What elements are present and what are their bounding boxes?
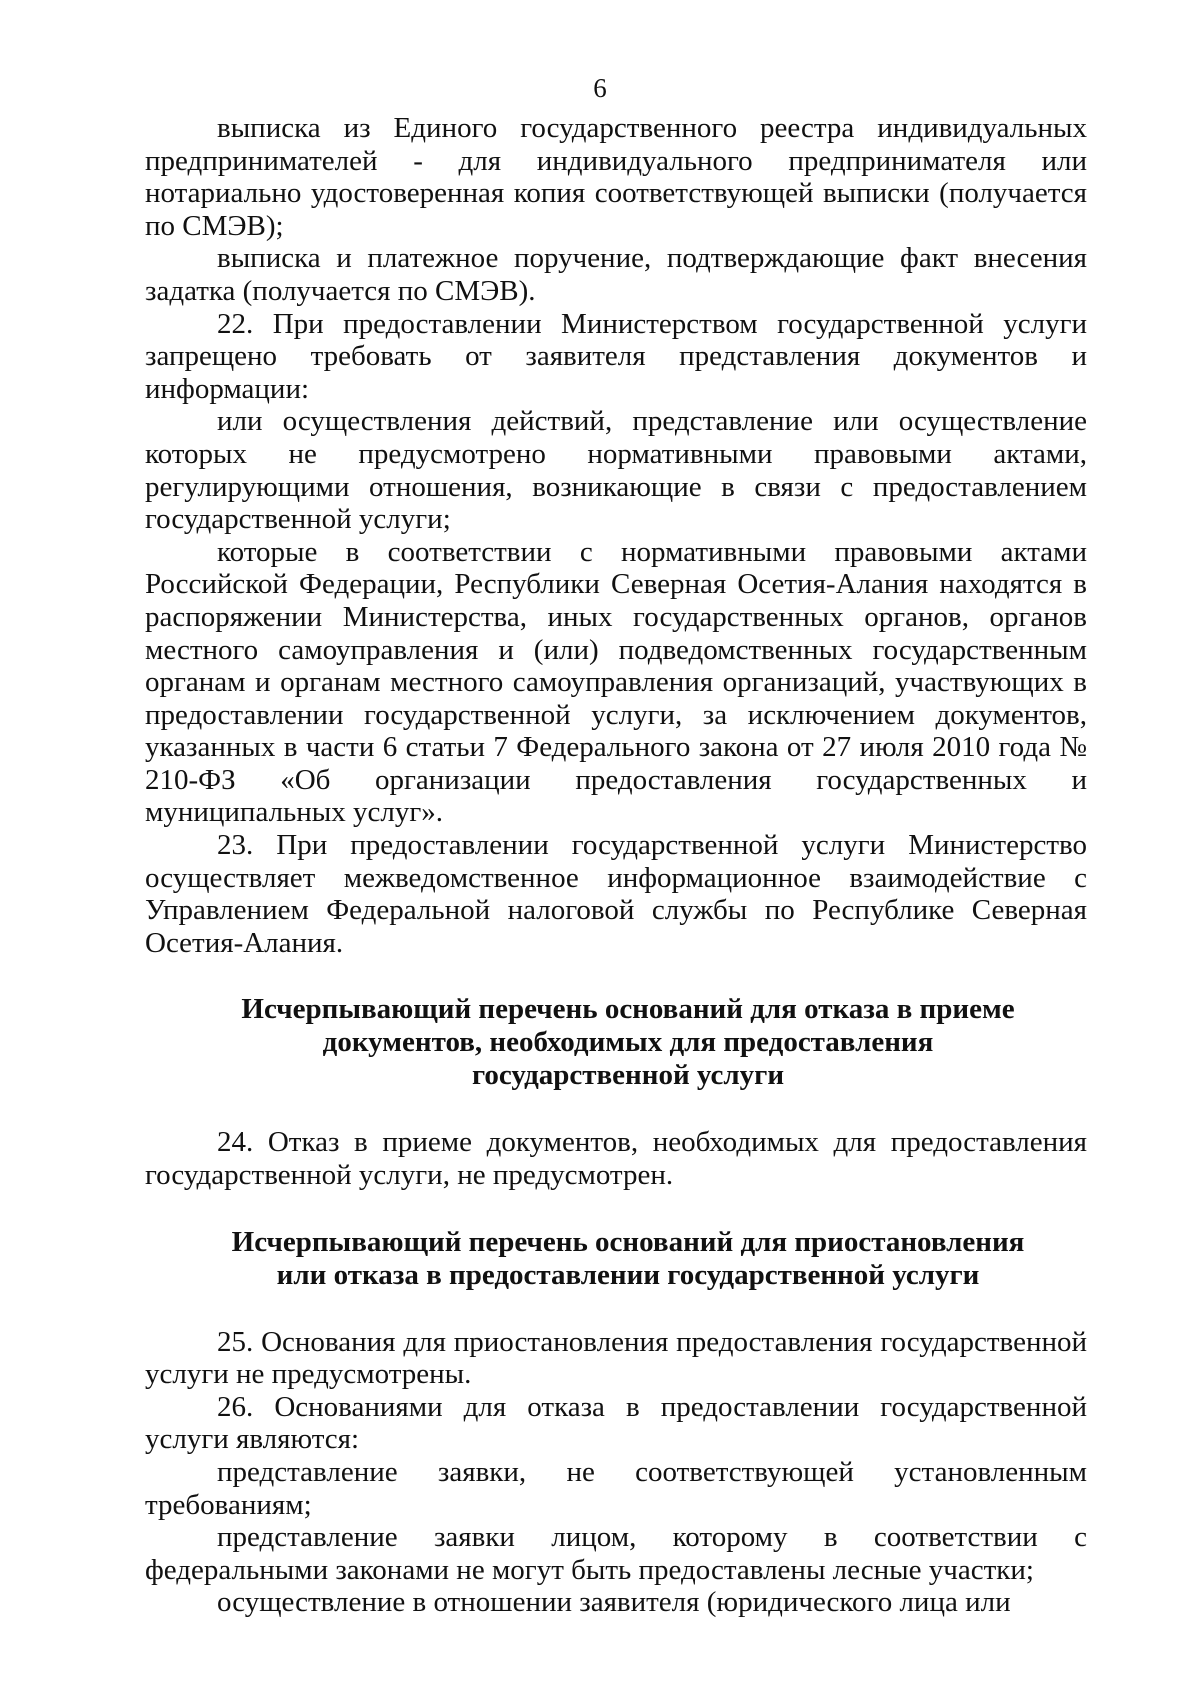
document-body [145, 112, 1087, 1619]
paragraph-22-actions: или осуществления действий, представление или осуществление которых не предусмотрено нормативными правовыми актами, регулирующими отношения, возникающие в связи с предоставлением государственной услуги; [145, 405, 1087, 536]
heading-line: или отказа в предоставлении государственной услуги [276, 1258, 980, 1291]
paragraph-egrip-extract: выписка из Единого государственного реестра индивидуальных предпринимателей - для индивидуального предпринимателя или нотариально удостоверенная копия соответствующей выписки (получается по СМЭВ); [145, 112, 1087, 242]
paragraph-26-ineligible: представление заявки лицом, которому в соответствии с федеральными законами не могут быть предоставлены лесные участки; [145, 1521, 1087, 1586]
paragraph-26-nonconforming: представление заявки, не соответствующей установленным требованиям; [145, 1456, 1087, 1521]
heading-line: государственной услуги [471, 1059, 785, 1092]
section-heading-refusal-acceptance [145, 993, 1087, 1092]
section-heading-suspension-refusal [145, 1226, 1087, 1292]
page-number: 6 [593, 73, 607, 103]
paragraph-26-proceedings: осуществление в отношении заявителя (юридического лица или [217, 1586, 1011, 1619]
paragraph-26: 26. Основаниями для отказа в предоставлении государственной услуги являются: [145, 1390, 1087, 1456]
paragraph-deposit-extract: выписка и платежное поручение, подтверждающие факт внесения задатка (получается по СМЭВ). [145, 242, 1087, 307]
heading-line: документов, необходимых для предоставления [322, 1026, 934, 1059]
paragraph-22-documents: которые в соответствии с нормативными правовыми актами Российской Федерации, Республики Северная Осетия-Алания находятся в распоряжении Министерства, иных государственных органов, органов местного самоуправления и (или) подведомственных государственным органам и органам местного самоуправления организаций, участвующих в предоставлении государственной услуги, за исключением документов, указанных в части 6 статьи 7 Федерального закона от 27 июля 2010 года № 210-ФЗ «Об организации предоставления государственных и муниципальных услуг». [145, 535, 1087, 829]
paragraph-24: 24. Отказ в приеме документов, необходимых для предоставления государственной услуги, не предусмотрен. [145, 1126, 1087, 1192]
paragraph-22: 22. При предоставлении Министерством государственной услуги запрещено требовать от заявителя представления документов и информации: [145, 307, 1087, 405]
heading-line: Исчерпывающий перечень оснований для отказа в приеме [241, 993, 1015, 1026]
heading-line: Исчерпывающий перечень оснований для приостановления [231, 1225, 1025, 1258]
paragraph-25: 25. Основания для приостановления предоставления государственной услуги не предусмотрены. [145, 1325, 1087, 1391]
paragraph-23: 23. При предоставлении государственной услуги Министерство осуществляет межведомственное информационное взаимодействие с Управлением Федеральной налоговой службы по Республике Северная Осетия-Алания. [145, 829, 1087, 959]
